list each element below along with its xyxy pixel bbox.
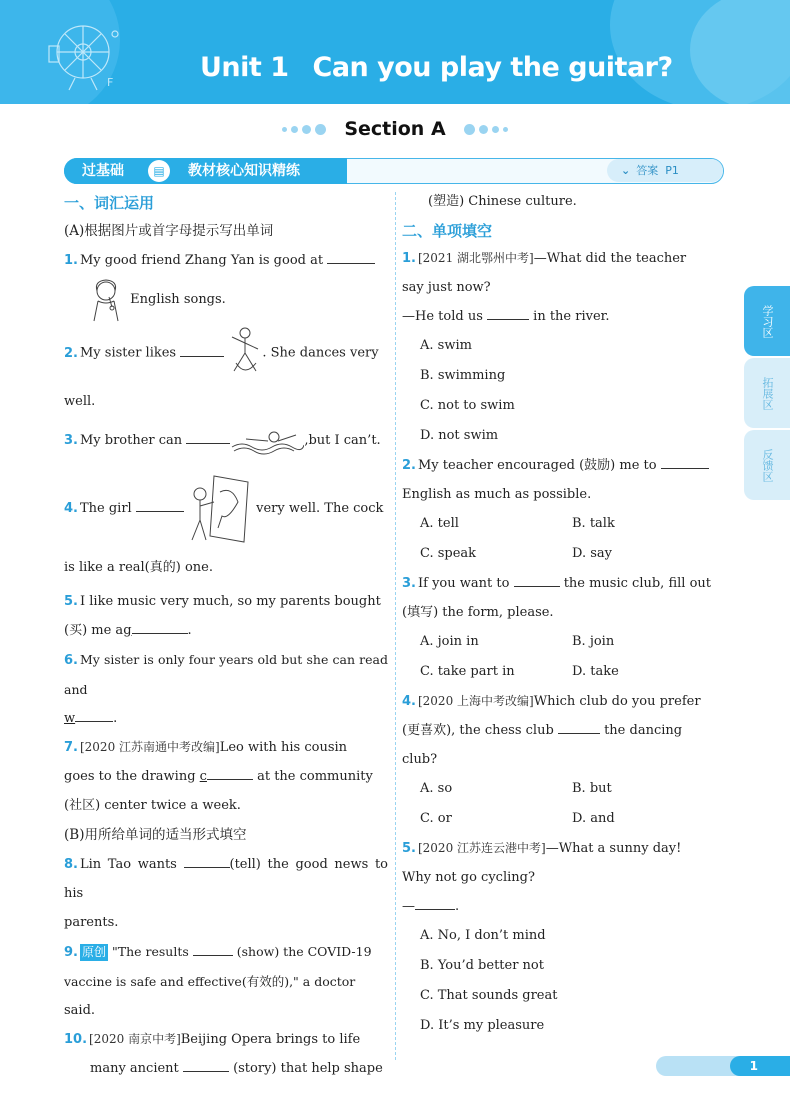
question-10 [64,1025,388,1054]
mc-question-4 [402,687,724,716]
question-number: 5. [402,841,416,856]
question-text: My sister likes [79,345,177,361]
question-source: [2020 江苏连云港中考] [417,841,546,855]
question-text: —What did the teacher [533,251,687,266]
tab-study-zone[interactable]: 学习区 [744,286,790,356]
option-row [402,657,724,687]
question-text: very well. The cock [256,501,384,516]
question-number: 4. [402,694,416,709]
question-4 [64,469,388,549]
question-text: at the community [257,769,373,784]
option-b[interactable]: B. join [572,634,615,649]
question-10-cont [64,1054,388,1083]
question-text: —He told us [402,309,483,324]
question-2 [64,325,388,385]
section-title: Section A [344,118,446,140]
question-text: in the river. [533,309,610,324]
option-row[interactable] [402,981,724,1011]
question-text: . [187,623,192,638]
option-d[interactable]: D. and [572,811,615,826]
initial-letter: w [64,711,76,726]
answer-blank[interactable] [186,429,230,444]
question-number: 10. [64,1032,88,1047]
section-title-row [0,118,790,140]
option-row [402,509,724,539]
vocab-heading: 一、词汇运用 [64,194,155,212]
mc-question-5-cont2 [402,892,724,921]
option-row[interactable] [402,421,724,451]
option-c[interactable]: C. or [420,811,452,826]
question-text: Beijing Opera brings to life [180,1032,361,1047]
answer-blank[interactable] [487,305,529,320]
page-number: 1 [730,1056,790,1076]
question-text: ,but I can’t. [304,433,381,448]
answer-blank[interactable] [415,895,455,910]
question-text: "The results [111,944,189,959]
question-text: My sister is only four years old but she can read and [64,652,388,697]
option-row[interactable] [402,1011,724,1041]
question-text: the music club, fill out [563,576,711,591]
mc-question-4-cont [402,716,724,745]
option-d[interactable]: D. say [572,546,612,561]
question-number: 2. [64,345,78,361]
question-4-cont: is like a real(真的) one. [64,560,213,575]
option-row[interactable] [402,361,724,391]
question-6-cont [64,704,388,733]
answer-blank[interactable] [327,249,375,264]
unit-title [200,52,673,83]
practice-banner [64,158,724,184]
ferris-wheel-icon [45,18,125,94]
option-b[interactable]: B. but [572,781,612,796]
question-text: . She dances very [262,345,379,361]
option-a[interactable]: A. so [420,781,453,796]
banner-label [64,158,347,184]
option-d[interactable]: D. take [572,664,619,679]
question-text: many ancient [90,1061,179,1076]
question-text: (更喜欢), the chess club [402,723,554,738]
option-row[interactable] [402,331,724,361]
banner-subtitle: 教材核心知识精练 [188,162,300,179]
part-a-instruction: (A)根据图片或首字母提示写出单词 [64,223,274,239]
unit-name: Can you play the guitar? [312,52,673,83]
svg-text:F: F [107,76,114,89]
single-choice-heading: 二、单项填空 [402,222,493,240]
question-1-cont [64,275,388,325]
option-a[interactable]: A. No, I don’t mind [420,928,546,943]
option-c[interactable]: C. speak [420,546,477,561]
answer-blank[interactable] [180,342,224,357]
question-7-cont [64,762,388,791]
question-source: [2021 湖北鄂州中考] [417,251,534,265]
answer-blank[interactable] [183,1057,229,1072]
answer-label: 答案 [636,164,659,177]
mc-question-1-cont2 [402,302,724,331]
question-number: 5. [64,594,78,609]
initial-letter: c [199,769,207,784]
left-column [64,190,388,1083]
tab-extension-zone[interactable]: 拓展区 [744,358,790,428]
question-text: (tell) the good news to his [64,857,388,901]
question-text: My teacher encouraged (鼓励) me to [417,458,657,473]
answer-blank[interactable] [136,497,184,512]
question-text: the dancing [604,723,683,738]
column-divider [395,192,396,1060]
question-6 [64,645,388,704]
option-row [402,774,724,804]
question-5-cont [64,616,388,645]
question-text: My good friend Zhang Yan is good at [79,253,324,268]
question-number: 8. [64,857,78,872]
option-row [402,627,724,657]
question-number: 3. [402,576,416,591]
question-number: 7. [64,740,78,755]
question-9 [64,937,388,967]
question-text: — [402,899,415,914]
swimming-boy-picture [230,427,304,455]
question-text: I like music very much, so my parents bought [79,594,381,609]
answer-reference[interactable] [607,159,723,182]
question-number: 3. [64,433,78,448]
question-9-cont: vaccine is safe and effective(有效的)," a doctor [64,974,356,989]
question-text: (show) the COVID-19 [236,944,372,959]
question-text: (story) that help shape [233,1061,383,1076]
question-9-cont2: said. [64,1003,96,1018]
option-a[interactable]: A. join in [420,634,479,649]
question-text: Leo with his cousin [219,740,348,755]
question-text: goes to the drawing [64,769,196,784]
double-chevron-down-icon: ⌄ [621,164,631,177]
decorative-dots-left [280,122,328,137]
tab-feedback-zone[interactable]: 反馈区 [744,430,790,500]
question-source: [2020 江苏南通中考改编] [79,740,220,754]
right-column [402,190,724,1041]
option-c[interactable]: C. not to swim [420,398,515,413]
answer-page: P1 [665,164,679,177]
mc-question-1 [402,244,724,273]
option-b[interactable]: B. talk [572,516,615,531]
answer-blank[interactable] [75,707,113,722]
option-row[interactable] [402,951,724,981]
original-tag: 原创 [81,945,106,959]
option-c[interactable]: C. That sounds great [420,988,558,1003]
question-text: Lin Tao wants [79,857,177,872]
unit-header [0,0,790,104]
mc-question-1-cont: say just now? [402,280,491,295]
answer-blank[interactable] [558,719,600,734]
mc-question-5 [402,834,724,863]
question-text: The girl [79,501,132,516]
option-b[interactable]: B. swimming [420,368,506,383]
answer-blank[interactable] [514,572,560,587]
decorative-dots-right [462,122,510,137]
option-row [402,804,724,834]
mc-question-3 [402,569,724,598]
question-number: 1. [402,251,416,266]
answer-blank[interactable] [132,619,188,634]
question-text: . [113,711,118,726]
clipboard-icon: ▤ [148,160,170,182]
option-d[interactable]: D. not swim [420,428,499,443]
question-source: [2020 上海中考改编] [417,694,534,708]
question-text: My brother can [79,433,183,448]
option-d[interactable]: D. It’s my pleasure [420,1018,545,1033]
mc-question-2-cont: English as much as possible. [402,487,592,502]
question-text: If you want to [417,576,510,591]
unit-number: Unit 1 [200,52,289,83]
question-text: —What a sunny day! [545,841,682,856]
question-1 [64,246,388,275]
option-a[interactable]: A. swim [420,338,472,353]
question-text: . [455,899,460,914]
mc-question-5-cont: Why not go cycling? [402,870,535,885]
question-number: 9. [64,945,78,960]
initial-letter: g [123,623,132,638]
page-number-badge [656,1056,790,1076]
question-3 [64,419,388,463]
question-source: [2020 南京中考] [89,1032,181,1046]
part-b-instruction: (B)用所给单词的适当形式填空 [64,827,247,843]
question-7 [64,733,388,762]
answer-blank[interactable] [193,941,233,956]
question-7-cont2: (社区) center twice a week. [64,798,241,813]
question-2-cont: well. [64,394,96,409]
question-text: English songs. [130,292,226,307]
option-row[interactable] [402,921,724,951]
girl-drawing-picture [188,472,252,546]
option-row [402,539,724,569]
question-text: Which club do you prefer [533,694,701,709]
answer-blank[interactable] [184,853,230,868]
dancing-girl-picture [228,325,262,381]
question-8-cont: parents. [64,915,119,930]
option-row[interactable] [402,391,724,421]
question-text: (买) me a [64,623,124,638]
option-c[interactable]: C. take part in [420,664,515,679]
question-10-cont-right: (塑造) Chinese culture. [428,194,577,209]
question-number: 1. [64,253,78,268]
answer-blank[interactable] [207,765,253,780]
option-b[interactable]: B. You’d better not [420,958,544,973]
answer-blank[interactable] [661,454,709,469]
mc-question-3-cont: (填写) the form, please. [402,605,554,620]
question-number: 2. [402,458,416,473]
mc-question-2 [402,451,724,480]
mc-question-4-cont2: club? [402,752,438,767]
option-a[interactable]: A. tell [420,516,459,531]
question-8 [64,850,388,908]
question-number: 6. [64,653,78,668]
girl-singing-picture [86,277,126,323]
question-5 [64,587,388,616]
question-number: 4. [64,501,78,516]
banner-label-text: 过基础 [82,162,124,179]
